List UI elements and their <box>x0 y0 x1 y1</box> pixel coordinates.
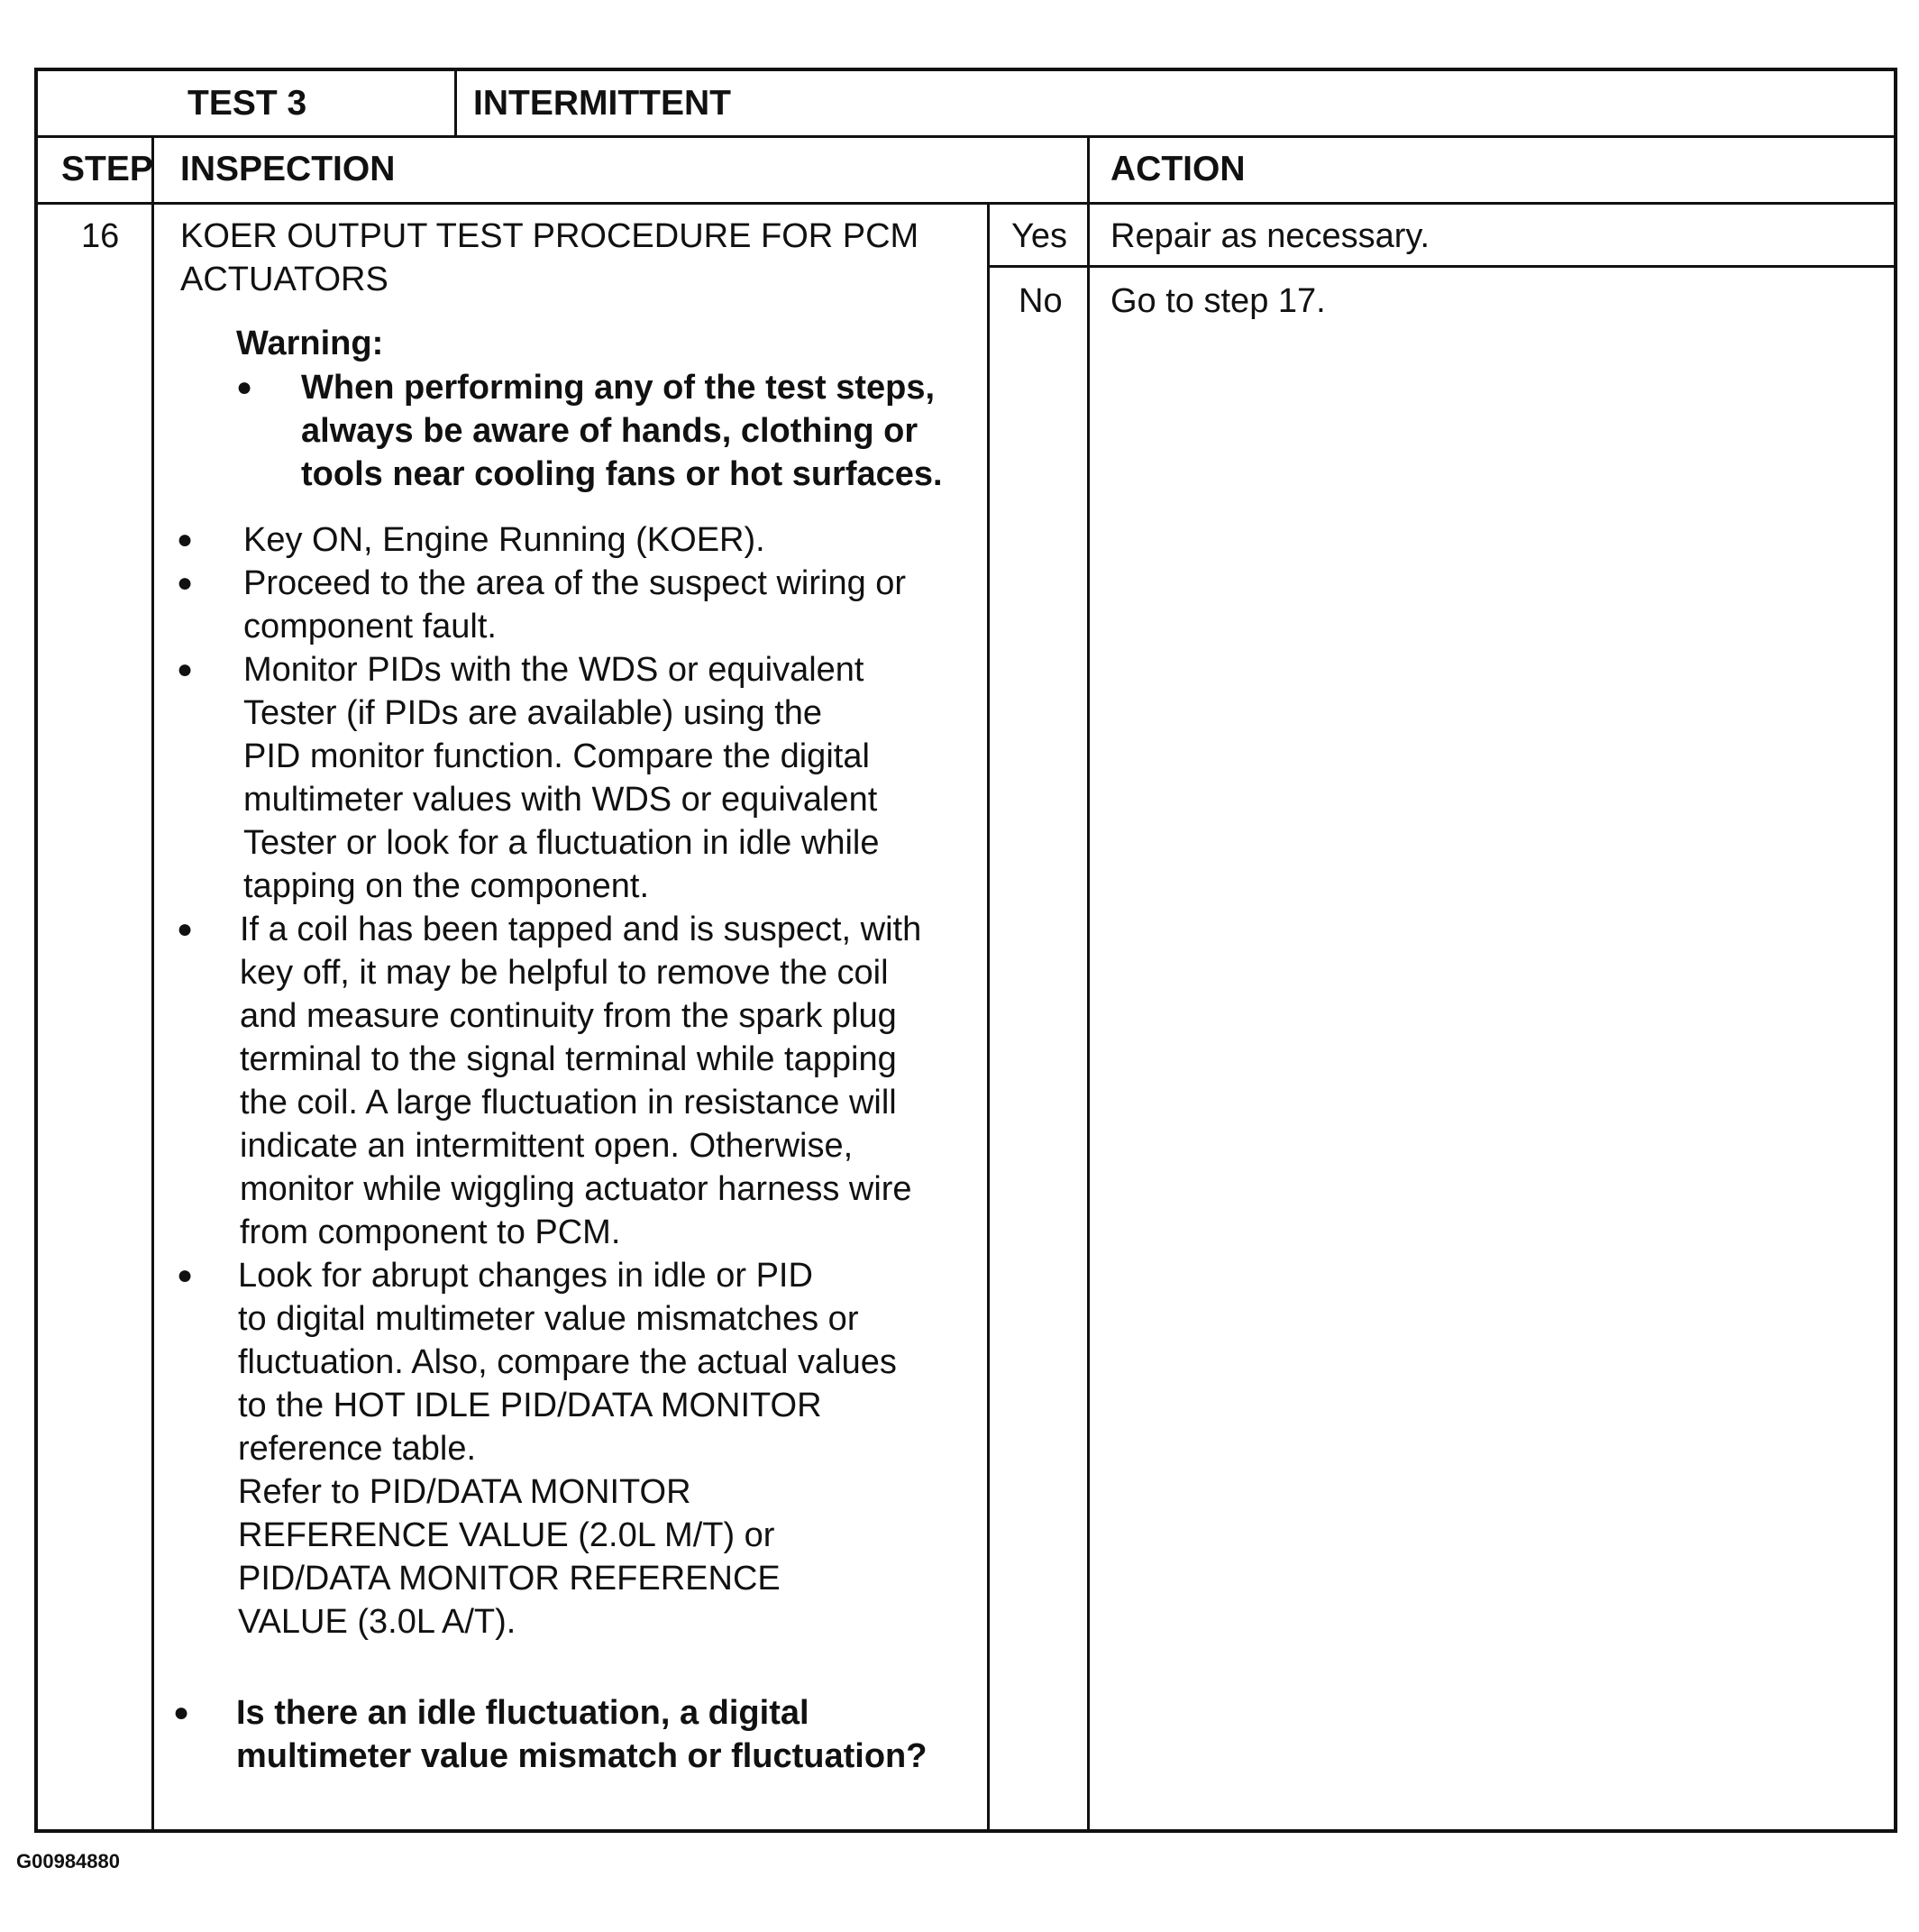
bullet-line: and measure continuity from the spark plug <box>240 997 897 1035</box>
test-title: INTERMITTENT <box>473 84 731 123</box>
bullet-line: from component to PCM. <box>240 1213 621 1251</box>
bullet-line: component fault. <box>243 608 497 646</box>
column-header-divider <box>34 202 1897 205</box>
warning-line: always be aware of hands, clothing or <box>301 412 918 450</box>
bullet-line: monitor while wiggling actuator harness wire <box>240 1170 912 1208</box>
bullet-line: VALUE (3.0L A/T). <box>238 1603 516 1641</box>
bullet-line: Monitor PIDs with the WDS or equivalent <box>243 651 864 689</box>
bullet-item <box>243 562 906 648</box>
bullet-line: PID/DATA MONITOR REFERENCE <box>238 1560 781 1598</box>
bullet-line: Key ON, Engine Running (KOER). <box>243 521 765 559</box>
action-no: Go to step 17. <box>1110 282 1326 320</box>
bullet-item <box>243 518 765 562</box>
bullet-icon: ● <box>177 1260 194 1290</box>
test-label: TEST 3 <box>187 84 307 123</box>
bullet-line: the coil. A large fluctuation in resistance will <box>240 1084 897 1122</box>
action-yes: Repair as necessary. <box>1110 217 1430 255</box>
bullet-line: to the HOT IDLE PID/DATA MONITOR <box>238 1387 822 1424</box>
title-divider <box>454 68 457 137</box>
bullet-line: Look for abrupt changes in idle or PID <box>238 1257 813 1295</box>
action-column-divider <box>1087 135 1090 1833</box>
bullet-item <box>238 1254 897 1644</box>
question <box>236 1691 927 1778</box>
bullet-line: Tester or look for a fluctuation in idle while <box>243 824 880 862</box>
bullet-line: reference table. <box>238 1430 477 1468</box>
question-line: Is there an idle fluctuation, a digital <box>236 1694 809 1732</box>
bullet-line: Refer to PID/DATA MONITOR <box>238 1473 691 1511</box>
bullet-line: fluctuation. Also, compare the actual values <box>238 1343 897 1381</box>
step-title-line: ACTUATORS <box>180 261 388 298</box>
warning-bullet-icon: ● <box>236 372 253 402</box>
bullet-icon: ● <box>177 914 194 944</box>
warning-line: tools near cooling fans or hot surfaces. <box>301 455 943 493</box>
bullet-line: PID monitor function. Compare the digital <box>243 737 870 775</box>
header-divider <box>34 135 1897 138</box>
bullet-line: If a coil has been tapped and is suspect, with <box>240 911 922 948</box>
inspection-column-header: INSPECTION <box>180 150 396 188</box>
bullet-line: tapping on the component. <box>243 867 650 905</box>
bullet-item <box>240 908 921 1254</box>
bullet-icon: ● <box>177 655 194 684</box>
bullet-item <box>243 648 879 908</box>
warning-label: Warning: <box>236 325 384 362</box>
bullet-line: Tester (if PIDs are available) using the <box>243 694 823 732</box>
answer-column-left <box>987 202 990 1833</box>
bullet-icon: ● <box>177 568 194 598</box>
bullet-line: to digital multimeter value mismatches or <box>238 1300 859 1338</box>
answer-yes: Yes <box>1011 217 1067 255</box>
answer-divider <box>989 265 1897 268</box>
step-title-line: KOER OUTPUT TEST PROCEDURE FOR PCM <box>180 217 919 255</box>
figure-id: G00984880 <box>16 1850 120 1872</box>
bullet-icon: ● <box>177 525 194 554</box>
answer-no: No <box>1019 282 1063 320</box>
bullet-line: multimeter values with WDS or equivalent <box>243 781 878 819</box>
warning-line: When performing any of the test steps, <box>301 369 936 407</box>
bullet-line: key off, it may be helpful to remove the coil <box>240 954 889 992</box>
bullet-line: REFERENCE VALUE (2.0L M/T) or <box>238 1516 775 1554</box>
question-bullet-icon: ● <box>173 1698 190 1727</box>
bullet-line: Proceed to the area of the suspect wiring or <box>243 564 907 602</box>
step-number: 16 <box>81 217 120 255</box>
action-column-header: ACTION <box>1110 150 1246 188</box>
question-line: multimeter value mismatch or fluctuation? <box>236 1737 928 1775</box>
bullet-line: terminal to the signal terminal while tapping <box>240 1040 897 1078</box>
step-column-divider <box>151 135 154 1833</box>
step-column-header: STEP <box>61 150 153 188</box>
bullet-line: indicate an intermittent open. Otherwise, <box>240 1127 854 1165</box>
